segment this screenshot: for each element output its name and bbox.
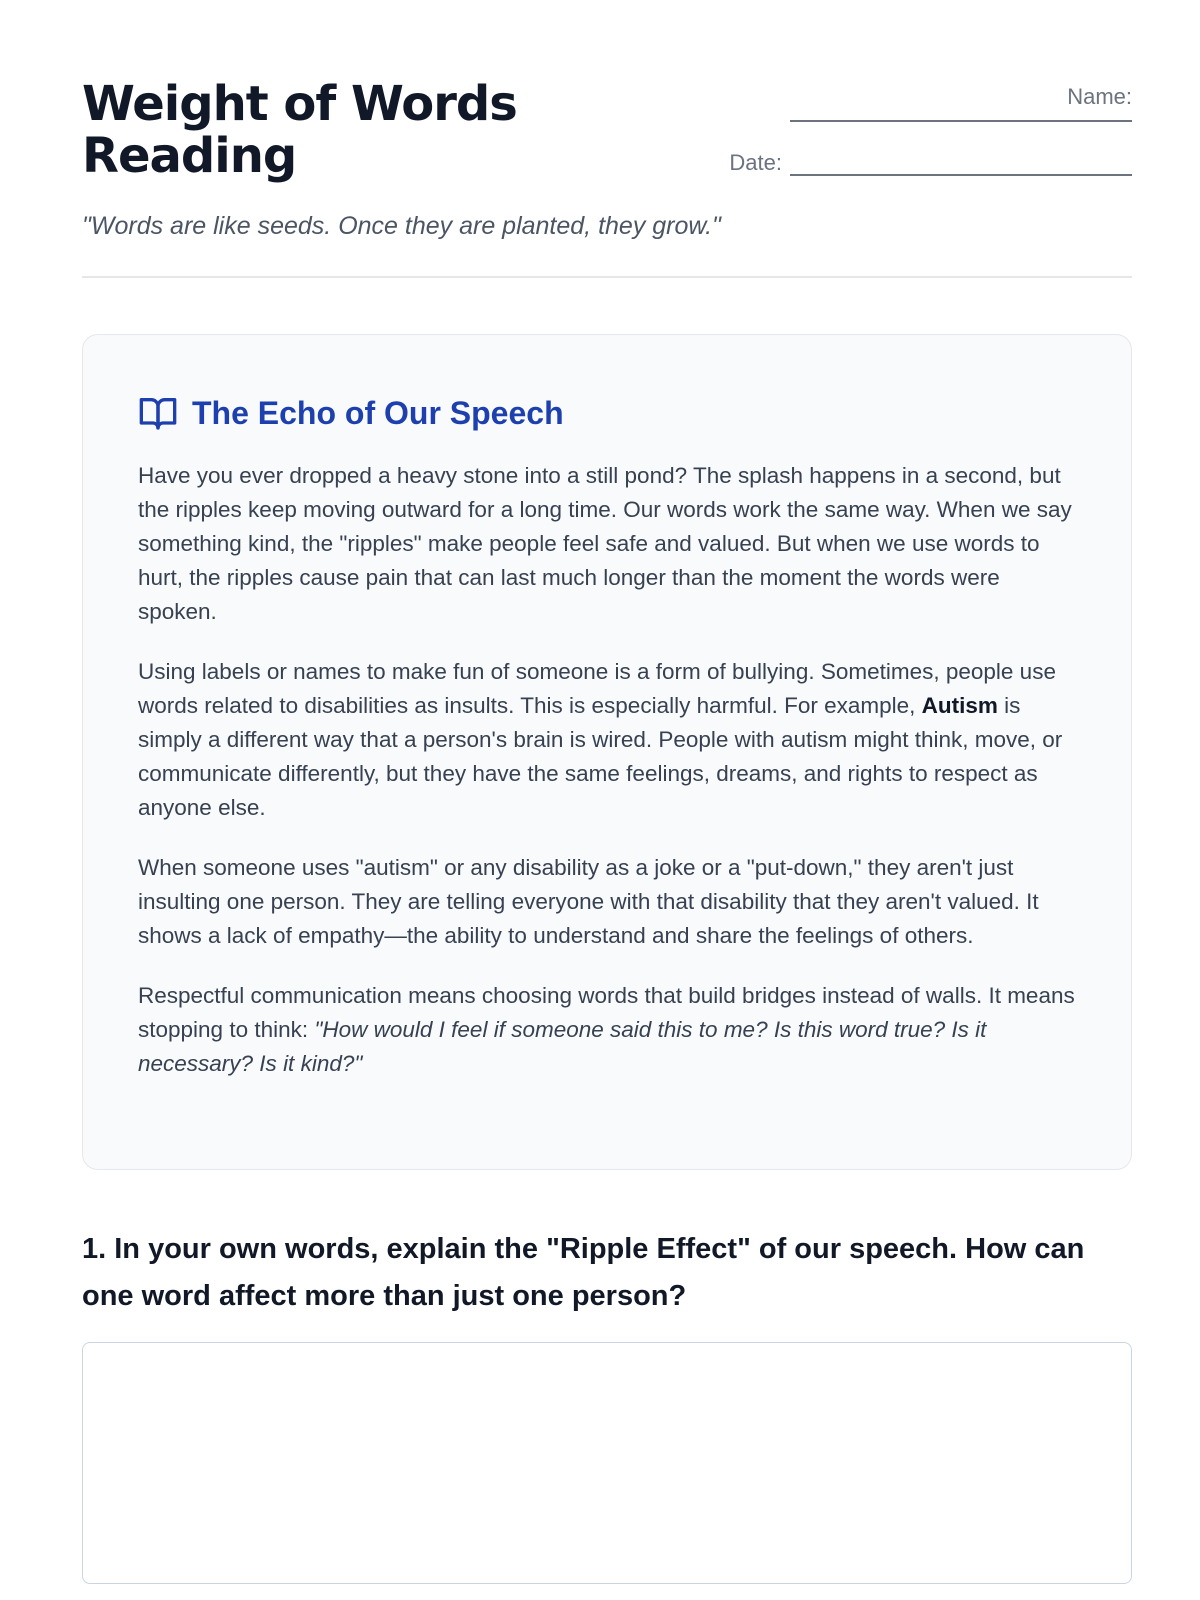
reading-paragraph-4 <box>138 979 1079 1081</box>
title-line-2: Reading <box>82 128 297 184</box>
name-label: Name: <box>1067 84 1132 109</box>
date-label: Date: <box>729 150 782 175</box>
header-quote: "Words are like seeds. Once they are planted, they grow." <box>82 212 721 240</box>
paragraph-4-text-start: Respectful communication means choosing words that build bridges instead of walls. It means stopping to think: <box>138 983 1075 1042</box>
reading-paragraph-3: When someone uses "autism" or any disability as a joke or a "put-down," they aren't just insulting one person. They are telling everyone with that disability that they aren't valued. It shows a lack of empathy—the ability to understand and share the feelings of others. <box>138 855 1039 948</box>
date-row <box>729 150 1132 176</box>
worksheet-header <box>82 0 1132 240</box>
reading-title-text: The Echo of Our Speech <box>192 394 564 431</box>
page-title <box>82 78 642 182</box>
autism-bold-term: Autism <box>921 693 998 718</box>
reading-title <box>138 393 1079 433</box>
date-field[interactable] <box>790 150 1132 176</box>
reading-paragraph-1: Have you ever dropped a heavy stone into a still pond? The splash happens in a second, but the ripples keep moving outward for a long time. Our words work the same way. When we say something kind, the "ripples" make people feel safe and valued. But when we use words to hurt, the ripples cause pain that can last much longer than the moment the words were spoken. <box>138 463 1072 624</box>
title-line-1: Weight of Words <box>82 76 517 132</box>
header-divider <box>82 276 1132 278</box>
answer-box-1[interactable] <box>82 1342 1132 1584</box>
book-open-icon <box>138 393 178 433</box>
worksheet-page <box>82 0 1132 1312</box>
reading-paragraph-2 <box>138 655 1079 825</box>
paragraph-2-text-end: is simply a different way that a person's brain is wired. People with autism might think, move, or communicate differently, but they have the same feelings, dreams, and rights to respect as anyone else. <box>138 693 1063 820</box>
name-field[interactable] <box>790 120 1132 122</box>
reading-passage-box <box>82 334 1132 1170</box>
paragraph-2-text-start: Using labels or names to make fun of someone is a form of bullying. Sometimes, people use words related to disabilities as insults. This is especially harmful. For example, <box>138 659 1056 718</box>
question-1: 1. In your own words, explain the "Ripple Effect" of our speech. How can one word affect more than just one person? <box>82 1233 1085 1312</box>
reflection-questions-italic: "How would I feel if someone said this to me? Is this word true? Is it necessary? Is it kind?" <box>138 1017 987 1076</box>
